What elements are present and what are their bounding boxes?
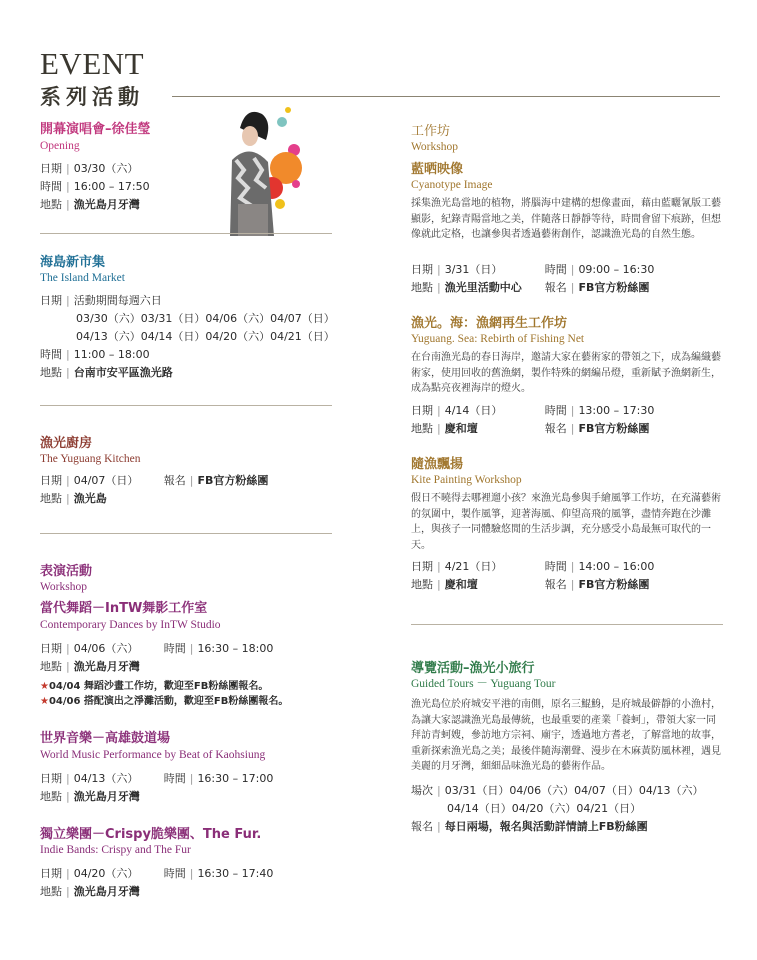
indie-subtitle: Indie Bands: Crispy and The Fur — [40, 844, 191, 856]
market-title: 海島新市集 — [40, 255, 106, 270]
cyanotype-details: 日期 | 3/31（日） 時間 | 09:00 – 16:30 地點 | 漁光里活動中心 報名 | FB官方粉絲團 — [411, 263, 655, 294]
dance-title: 當代舞蹈－InTW舞影工作室 — [40, 601, 208, 616]
market-subtitle: The Island Market — [40, 272, 125, 284]
opening-subtitle: Opening — [40, 140, 80, 152]
singer-photo — [210, 100, 320, 236]
worldmusic-details: 日期 | 04/13（六） 時間 | 16:30 – 17:00 地點 | 漁光島月牙灣 — [40, 772, 274, 803]
kitchen-subtitle: The Yuguang Kitchen — [40, 453, 141, 465]
net-description: 在台南漁光島的春日海岸，邀請大家在藝術家的帶領之下，成為編織藝術家，使用回收的舊漁網，製作特殊的網編吊燈，重新賦予漁網新生，成為點亮夜裡海岸的燈火。 — [411, 352, 721, 394]
opening-details: 日期 | 03/30（六） 時間 | 16:00 – 17:50 地點 | 漁光島月牙灣 — [40, 162, 150, 211]
worldmusic-title: 世界音樂－高雄鼓道場 — [40, 731, 171, 746]
kite-subtitle: Kite Painting Workshop — [411, 474, 522, 486]
kite-details: 日期 | 4/21（日） 時間 | 14:00 – 16:00 地點 | 慶和壇 報名 | FB官方粉絲團 — [411, 560, 655, 591]
divider-3 — [40, 533, 332, 534]
dance-note-2: ★04/06 搭配演出之淨灘活動，歡迎至FB粉絲團報名。 — [40, 696, 289, 707]
cyanotype-title: 藍晒映像 — [411, 162, 464, 177]
kitchen-details: 日期 | 04/07（日） 報名 | FB官方粉絲團 地點 | 漁光島 — [40, 474, 269, 505]
workshop-title: 工作坊 — [411, 124, 451, 139]
kitchen-title: 漁光廚房 — [40, 436, 93, 451]
indie-details: 日期 | 04/20（六） 時間 | 16:30 – 17:40 地點 | 漁光島月牙灣 — [40, 867, 274, 898]
dance-note-1: ★04/04 舞蹈沙畫工作坊，歡迎至FB粉絲團報名。 — [40, 681, 269, 692]
tour-details: 場次 | 03/31（日）04/06（六）04/07（日）04/13（六） 04/14（日）04/20（六）04/21（日） 報名 | 每日兩場，報名與活動詳情請上FB粉絲團 — [411, 784, 704, 833]
net-subtitle: Yuguang. Sea: Rebirth of Fishing Net — [411, 333, 585, 345]
divider-2 — [40, 405, 332, 406]
tour-title: 導覽活動–漁光小旅行 — [411, 661, 535, 676]
divider-1 — [40, 233, 332, 234]
indie-title: 獨立樂團－Crispy脆樂團、The Fur. — [40, 827, 262, 842]
cyanotype-description: 採集漁光島當地的植物，將腦海中建構的想像畫面，藉由藍曬氰版工藝顯影，紀錄青陽當地之美，伴隨落日靜靜等待，時間會留下痕跡，但想像就此定格，也讓參與者透過藝術創作，認識漁光島的自然生態。 — [411, 198, 721, 240]
dance-details: 日期 | 04/06（六） 時間 | 16:30 – 18:00 地點 | 漁光島月牙灣 — [40, 642, 274, 673]
cyanotype-subtitle: Cyanotype Image — [411, 179, 493, 191]
header-rule — [172, 96, 720, 97]
workshop-subtitle: Workshop — [411, 141, 458, 153]
performance-title: 表演活動 — [40, 564, 93, 579]
page-title-zh: 系列活動 — [40, 85, 144, 109]
page-title-en: EVENT — [40, 46, 145, 81]
kite-title: 隨漁飄揚 — [411, 457, 464, 472]
dance-subtitle: Contemporary Dances by InTW Studio — [40, 619, 221, 631]
net-details: 日期 | 4/14（日） 時間 | 13:00 – 17:30 地點 | 慶和壇 報名 | FB官方粉絲團 — [411, 404, 655, 435]
kite-description: 假日不曉得去哪裡遛小孩？來漁光島參與手繪風箏工作坊，在充滿藝術的氛圍中，製作風箏，迎著海風、仰望高飛的風箏，盡情奔跑在沙灘上，與孩子一同體驗悠閒的生活步調，充分感受小島最無可取代的一天。 — [411, 493, 721, 551]
net-title: 漁光。海：漁網再生工作坊 — [411, 316, 568, 331]
market-details: 日期 | 活動期間每週六日 03/30（六）03/31（日）04/06（六）04/07（日） 04/13（六）04/14（日）04/20（六）04/21（日） 時間 | 11:00 – 18:00 地點 | 台南市安平區漁光路 — [40, 294, 335, 379]
worldmusic-subtitle: World Music Performance by Beat of Kaohsiung — [40, 749, 266, 761]
tour-subtitle: Guided Tours － Yuguang Tour — [411, 678, 556, 690]
tour-description: 漁光島位於府城安平港的南側，原名三鯤鯓，是府城最僻靜的小漁村，為讓大家認識漁光島最傳統，也最重要的產業「養蚵」，帶領大家一同拜訪青蚵嫂，參訪地方宗祠、廟宇，透過地方耆老，了解當地的故事，重新探索漁光島之美；最後伴隨海潮聲、漫步在木麻黃防風林裡，遇見美麗的月牙灣，細細品味漁光島的藝術作品。 — [411, 699, 721, 772]
divider-right — [411, 624, 723, 625]
performance-subtitle: Workshop — [40, 581, 87, 593]
opening-title: 開幕演唱會–徐佳瑩 — [40, 122, 151, 137]
